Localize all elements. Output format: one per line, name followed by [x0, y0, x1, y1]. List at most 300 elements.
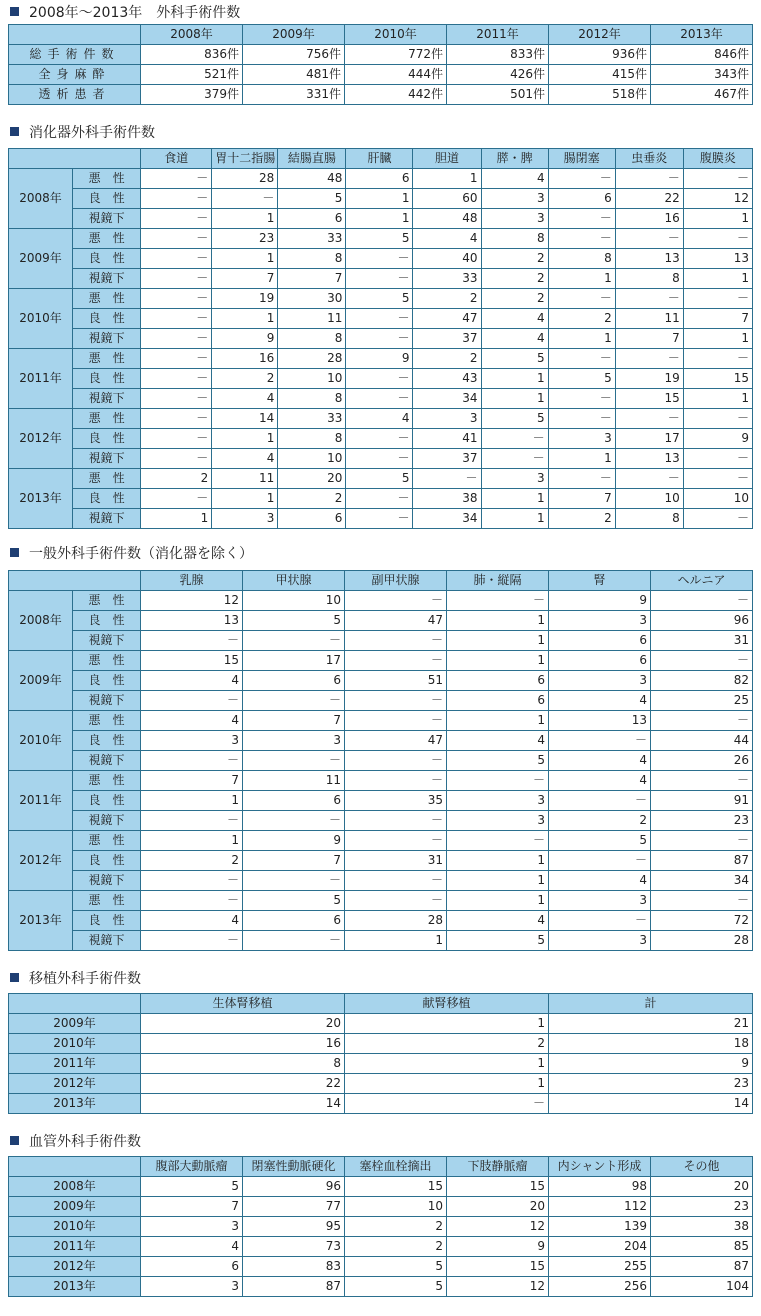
table-cell: － — [615, 289, 683, 309]
category-label: 視鏡下 — [73, 811, 141, 831]
table-cell: － — [651, 891, 753, 911]
table-cell: 5 — [447, 751, 549, 771]
table-cell: 4 — [447, 731, 549, 751]
table-cell: 7 — [548, 489, 615, 509]
table-cell: － — [481, 429, 548, 449]
table-cell: － — [141, 309, 212, 329]
table-row — [9, 45, 753, 65]
column-header: 食道 — [141, 149, 212, 169]
category-label: 良 性 — [73, 489, 141, 509]
table-cell: － — [683, 289, 752, 309]
header-blank — [9, 1157, 141, 1177]
table-cell: 9 — [212, 329, 278, 349]
table-cell: 19 — [615, 369, 683, 389]
category-label: 良 性 — [73, 791, 141, 811]
table-cell: 13 — [683, 249, 752, 269]
table-cell: － — [141, 871, 243, 891]
table-cell: － — [141, 209, 212, 229]
table-cell: 9 — [549, 1054, 753, 1074]
table-cell: 1 — [447, 631, 549, 651]
table-cell: 3 — [549, 611, 651, 631]
table-cell: 846件 — [651, 45, 753, 65]
table-cell: 20 — [141, 1014, 345, 1034]
table-cell: 10 — [345, 1197, 447, 1217]
table-cell: 83 — [243, 1257, 345, 1277]
table-cell: 12 — [683, 189, 752, 209]
table-cell: － — [243, 931, 345, 951]
table-cell: 34 — [651, 871, 753, 891]
table-cell: 38 — [413, 489, 481, 509]
category-label: 視鏡下 — [73, 931, 141, 951]
table-cell: 15 — [447, 1257, 549, 1277]
table-cell: 1 — [212, 429, 278, 449]
table-cell: 1 — [447, 651, 549, 671]
table-cell: 7 — [278, 269, 346, 289]
table-cell: 4 — [549, 771, 651, 791]
table-row — [9, 389, 753, 409]
table-cell: 6 — [243, 911, 345, 931]
row-label: 透析患者 — [9, 85, 141, 105]
table-cell: 2 — [345, 1237, 447, 1257]
row-label: 2010年 — [9, 1034, 141, 1054]
table-cell: 12 — [141, 591, 243, 611]
table-cell: 1 — [345, 931, 447, 951]
table-cell: 28 — [651, 931, 753, 951]
category-label: 悪 性 — [73, 771, 141, 791]
table-cell: － — [141, 631, 243, 651]
table-cell: 31 — [345, 851, 447, 871]
table-cell: 15 — [615, 389, 683, 409]
category-label: 悪 性 — [73, 229, 141, 249]
row-label: 2013年 — [9, 1094, 141, 1114]
table-row — [9, 349, 753, 369]
table-cell: － — [549, 731, 651, 751]
column-header: 閉塞性動脈硬化 — [243, 1157, 345, 1177]
category-label: 悪 性 — [73, 169, 141, 189]
header-row — [9, 994, 753, 1014]
table-row — [9, 631, 753, 651]
table-cell: 22 — [141, 1074, 345, 1094]
table-cell: 25 — [651, 691, 753, 711]
table-cell: 7 — [243, 851, 345, 871]
table-cell: 5 — [481, 349, 548, 369]
table-cell: － — [345, 591, 447, 611]
category-label: 悪 性 — [73, 289, 141, 309]
table-cell: － — [141, 489, 212, 509]
table-cell: 3 — [549, 671, 651, 691]
table-cell: 98 — [549, 1177, 651, 1197]
row-label: 2011年 — [9, 1237, 141, 1257]
category-label: 良 性 — [73, 369, 141, 389]
table-cell: 5 — [243, 611, 345, 631]
category-label: 悪 性 — [73, 891, 141, 911]
category-label: 悪 性 — [73, 349, 141, 369]
section-digestive-surgery — [0, 124, 761, 525]
table-cell: － — [141, 169, 212, 189]
table-cell: 35 — [345, 791, 447, 811]
table-cell: 7 — [683, 309, 752, 329]
table-cell: 72 — [651, 911, 753, 931]
table-cell: 7 — [212, 269, 278, 289]
table-cell: － — [346, 509, 413, 529]
section-title-text: 一般外科手術件数（消化器を除く） — [29, 546, 253, 562]
table-row — [9, 1094, 753, 1114]
column-header: その他 — [651, 1157, 753, 1177]
column-header: 2010年 — [345, 25, 447, 45]
table-cell: 8 — [481, 229, 548, 249]
table-cell: 23 — [651, 1197, 753, 1217]
table-cell: 1 — [345, 1014, 549, 1034]
table-cell: 20 — [278, 469, 346, 489]
table-cell: － — [141, 751, 243, 771]
table-cell: 87 — [243, 1277, 345, 1297]
table-cell: 4 — [346, 409, 413, 429]
table-cell: 7 — [141, 1197, 243, 1217]
table-cell: － — [346, 449, 413, 469]
table-cell: 1 — [481, 509, 548, 529]
table-cell: 104 — [651, 1277, 753, 1297]
table-cell: 20 — [651, 1177, 753, 1197]
table-row — [9, 611, 753, 631]
table-row — [9, 811, 753, 831]
table-row — [9, 591, 753, 611]
table-cell: 6 — [278, 509, 346, 529]
category-label: 視鏡下 — [73, 449, 141, 469]
category-label: 良 性 — [73, 731, 141, 751]
table-cell: 379件 — [141, 85, 243, 105]
table-cell: 47 — [345, 731, 447, 751]
table-cell: 501件 — [447, 85, 549, 105]
table-row — [9, 429, 753, 449]
table-cell: － — [141, 891, 243, 911]
table-cell: 14 — [549, 1094, 753, 1114]
table-cell: 343件 — [651, 65, 753, 85]
table-cell: － — [141, 691, 243, 711]
table-cell: 467件 — [651, 85, 753, 105]
table-cell: 756件 — [243, 45, 345, 65]
square-bullet-icon — [10, 1136, 19, 1145]
square-bullet-icon — [10, 7, 19, 16]
table-cell: 1 — [447, 711, 549, 731]
table-cell: 30 — [278, 289, 346, 309]
year-label: 2012年 — [9, 409, 73, 469]
table-cell: 255 — [549, 1257, 651, 1277]
table-cell: 3 — [481, 209, 548, 229]
table-cell: 3 — [141, 1277, 243, 1297]
table-row — [9, 1197, 753, 1217]
header-row — [9, 1157, 753, 1177]
year-label: 2009年 — [9, 229, 73, 289]
transplant-surgery-table — [8, 993, 753, 1114]
vascular-surgery-table — [8, 1156, 753, 1297]
year-label: 2011年 — [9, 349, 73, 409]
category-label: 悪 性 — [73, 409, 141, 429]
table-cell: － — [141, 289, 212, 309]
table-cell: 1 — [141, 831, 243, 851]
table-cell: － — [615, 169, 683, 189]
table-row — [9, 791, 753, 811]
table-cell: 204 — [549, 1237, 651, 1257]
table-cell: 4 — [481, 169, 548, 189]
table-row — [9, 249, 753, 269]
table-cell: 1 — [345, 1054, 549, 1074]
table-cell: － — [548, 209, 615, 229]
table-cell: 7 — [141, 771, 243, 791]
row-label: 2009年 — [9, 1014, 141, 1034]
table-cell: 836件 — [141, 45, 243, 65]
table-cell: 1 — [548, 449, 615, 469]
table-cell: 8 — [141, 1054, 345, 1074]
table-cell: 11 — [212, 469, 278, 489]
table-cell: 2 — [345, 1217, 447, 1237]
table-cell: － — [346, 429, 413, 449]
column-header: 胆道 — [413, 149, 481, 169]
table-row — [9, 85, 753, 105]
table-row — [9, 1277, 753, 1297]
table-cell: － — [683, 509, 752, 529]
table-cell: 1 — [481, 489, 548, 509]
table-cell: － — [141, 349, 212, 369]
table-cell: － — [346, 309, 413, 329]
table-cell: 1 — [447, 851, 549, 871]
table-cell: 7 — [615, 329, 683, 349]
table-cell: 14 — [141, 1094, 345, 1114]
table-cell: 5 — [481, 409, 548, 429]
table-cell: － — [345, 1094, 549, 1114]
table-cell: － — [651, 651, 753, 671]
table-cell: 13 — [141, 611, 243, 631]
table-cell: 16 — [212, 349, 278, 369]
table-cell: 17 — [243, 651, 345, 671]
column-header: 腹部大動脈瘤 — [141, 1157, 243, 1177]
table-row — [9, 449, 753, 469]
table-cell: － — [447, 831, 549, 851]
table-cell: 12 — [447, 1217, 549, 1237]
table-cell: 18 — [549, 1034, 753, 1054]
table-cell: 6 — [447, 691, 549, 711]
table-cell: 3 — [141, 1217, 243, 1237]
table-cell: 8 — [615, 509, 683, 529]
year-label: 2010年 — [9, 711, 73, 771]
table-cell: 112 — [549, 1197, 651, 1217]
table-cell: 1 — [481, 369, 548, 389]
table-cell: － — [549, 911, 651, 931]
table-cell: 8 — [615, 269, 683, 289]
table-cell: － — [481, 449, 548, 469]
table-cell: 37 — [413, 449, 481, 469]
row-label: 2009年 — [9, 1197, 141, 1217]
table-cell: 2 — [141, 469, 212, 489]
table-cell: － — [345, 651, 447, 671]
table-cell: 48 — [413, 209, 481, 229]
section-title — [0, 545, 761, 563]
table-cell: 9 — [243, 831, 345, 851]
table-cell: 26 — [651, 751, 753, 771]
table-cell: 41 — [413, 429, 481, 449]
header-blank — [9, 25, 141, 45]
column-header: 2013年 — [651, 25, 753, 45]
table-cell: 10 — [278, 449, 346, 469]
section-surgery-totals — [0, 4, 761, 101]
table-row — [9, 309, 753, 329]
table-cell: 2 — [481, 249, 548, 269]
column-header: 計 — [549, 994, 753, 1014]
table-cell: 13 — [615, 249, 683, 269]
table-cell: 6 — [548, 189, 615, 209]
table-cell: － — [548, 229, 615, 249]
column-header: 下肢静脈瘤 — [447, 1157, 549, 1177]
table-row — [9, 771, 753, 791]
table-cell: 1 — [212, 489, 278, 509]
category-label: 悪 性 — [73, 591, 141, 611]
section-title — [0, 4, 761, 22]
table-cell: 14 — [212, 409, 278, 429]
table-row — [9, 831, 753, 851]
table-cell: 415件 — [549, 65, 651, 85]
column-header: 腸閉塞 — [548, 149, 615, 169]
table-row — [9, 1217, 753, 1237]
table-cell: 47 — [345, 611, 447, 631]
year-label: 2012年 — [9, 831, 73, 891]
column-header: 乳腺 — [141, 571, 243, 591]
table-cell: － — [346, 489, 413, 509]
table-cell: 37 — [413, 329, 481, 349]
header-blank — [9, 994, 141, 1014]
table-cell: 10 — [615, 489, 683, 509]
category-label: 良 性 — [73, 671, 141, 691]
column-header: 胃十二指腸 — [212, 149, 278, 169]
table-cell: 91 — [651, 791, 753, 811]
table-row — [9, 1014, 753, 1034]
table-cell: 1 — [346, 209, 413, 229]
table-cell: 1 — [212, 309, 278, 329]
table-cell: 44 — [651, 731, 753, 751]
table-cell: 4 — [141, 711, 243, 731]
category-label: 良 性 — [73, 611, 141, 631]
row-label: 2011年 — [9, 1054, 141, 1074]
header-blank — [9, 149, 141, 169]
digestive-surgery-table — [8, 148, 753, 529]
category-label: 悪 性 — [73, 711, 141, 731]
table-cell: 1 — [212, 209, 278, 229]
table-cell: 15 — [141, 651, 243, 671]
section-title — [0, 1133, 761, 1151]
table-cell: － — [345, 811, 447, 831]
table-cell: 6 — [243, 671, 345, 691]
table-cell: 3 — [447, 791, 549, 811]
table-cell: 2 — [548, 509, 615, 529]
table-cell: － — [447, 771, 549, 791]
year-label: 2008年 — [9, 591, 73, 651]
table-cell: 4 — [413, 229, 481, 249]
column-header: 副甲状腺 — [345, 571, 447, 591]
table-cell: － — [141, 249, 212, 269]
column-header: 肺・縦隔 — [447, 571, 549, 591]
column-header: 塞栓血栓摘出 — [345, 1157, 447, 1177]
table-cell: － — [615, 229, 683, 249]
table-cell: 2 — [481, 269, 548, 289]
table-row — [9, 711, 753, 731]
table-cell: 1 — [683, 329, 752, 349]
section-title-text: 2008年～2013年 外科手術件数 — [29, 5, 241, 21]
table-cell: － — [651, 831, 753, 851]
table-cell: 23 — [212, 229, 278, 249]
category-label: 視鏡下 — [73, 209, 141, 229]
table-cell: 28 — [345, 911, 447, 931]
table-cell: 5 — [548, 369, 615, 389]
column-header: 2009年 — [243, 25, 345, 45]
column-header: 膵・脾 — [481, 149, 548, 169]
table-cell: 8 — [278, 429, 346, 449]
table-cell: 5 — [345, 1257, 447, 1277]
category-label: 悪 性 — [73, 469, 141, 489]
table-row — [9, 209, 753, 229]
table-cell: 256 — [549, 1277, 651, 1297]
table-cell: 10 — [278, 369, 346, 389]
table-cell: 5 — [549, 831, 651, 851]
table-cell: － — [346, 269, 413, 289]
table-row — [9, 289, 753, 309]
category-label: 良 性 — [73, 429, 141, 449]
table-cell: 1 — [141, 509, 212, 529]
table-cell: 5 — [346, 229, 413, 249]
table-cell: 2 — [481, 289, 548, 309]
table-cell: 4 — [549, 871, 651, 891]
year-label: 2010年 — [9, 289, 73, 349]
column-header: 生体腎移植 — [141, 994, 345, 1014]
table-cell: 3 — [548, 429, 615, 449]
table-cell: － — [345, 631, 447, 651]
table-cell: 31 — [651, 631, 753, 651]
column-header: 献腎移植 — [345, 994, 549, 1014]
table-cell: 2 — [345, 1034, 549, 1054]
header-row — [9, 571, 753, 591]
table-cell: － — [683, 169, 752, 189]
section-title — [0, 970, 761, 988]
square-bullet-icon — [10, 973, 19, 982]
table-cell: 3 — [481, 469, 548, 489]
year-label: 2009年 — [9, 651, 73, 711]
table-cell: 11 — [243, 771, 345, 791]
table-row — [9, 751, 753, 771]
row-label: 総手術件数 — [9, 45, 141, 65]
table-cell: 16 — [141, 1034, 345, 1054]
table-cell: － — [346, 389, 413, 409]
section-transplant-surgery — [0, 970, 761, 1110]
table-cell: 60 — [413, 189, 481, 209]
table-cell: － — [615, 469, 683, 489]
table-cell: － — [683, 229, 752, 249]
table-cell: － — [243, 811, 345, 831]
section-title-text: 移植外科手術件数 — [29, 971, 141, 987]
column-header: 腹膜炎 — [683, 149, 752, 169]
table-cell: － — [345, 751, 447, 771]
table-cell: － — [683, 349, 752, 369]
category-label: 視鏡下 — [73, 871, 141, 891]
table-cell: 4 — [549, 691, 651, 711]
section-title — [0, 124, 761, 142]
table-cell: － — [413, 469, 481, 489]
table-cell: 5 — [141, 1177, 243, 1197]
table-cell: 6 — [278, 209, 346, 229]
table-cell: 5 — [243, 891, 345, 911]
table-cell: 6 — [549, 651, 651, 671]
table-cell: 1 — [447, 611, 549, 631]
table-cell: 9 — [683, 429, 752, 449]
category-label: 良 性 — [73, 249, 141, 269]
category-label: 視鏡下 — [73, 269, 141, 289]
column-header: 肝臓 — [346, 149, 413, 169]
